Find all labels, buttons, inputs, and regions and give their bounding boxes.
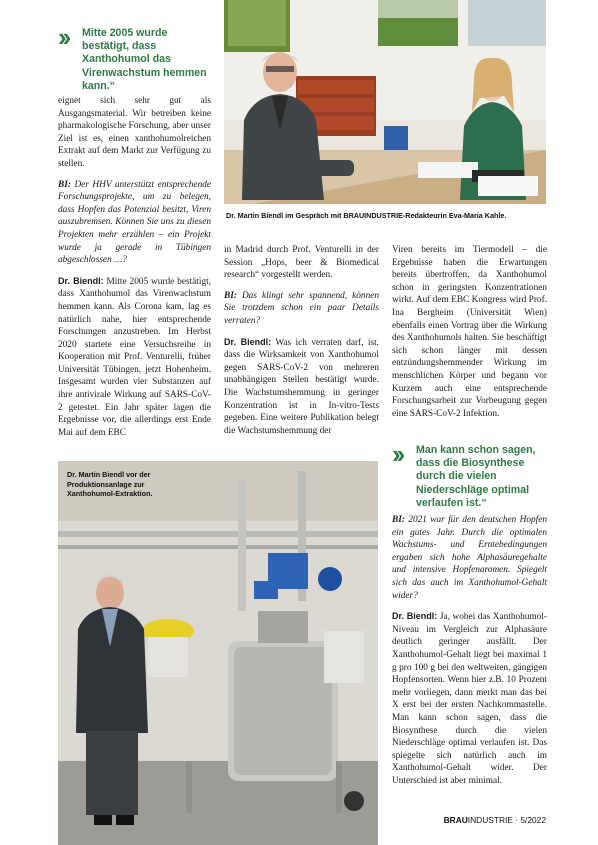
- answer-text: Ja, wobei das Xanthohumol-Niveau im Vergleich zur Alphasäure deutlich geringer ausfällt. Der Xanthohumol-Gehalt liegt bei maximal 1 g pro 100 g bei den weltweiten, gängigen Hopfensorten. Wenn hier z.B. 10 Prozent mehr vorliegen, dann merkt man das bei X erst bei der ersten Nachkommastelle. Man kann schon sagen, dass die Biosynthese durch die vielen Niederschläge optimal verlaufen ist. Das spiegelte sich natürlich auch im Xanthohumol-Gehalt wider. Der Unterschied ist aber minimal.: [392, 612, 547, 786]
- column-1-paragraph: eignet sich sehr gut als Ausgangsmaterial. Wir betreiben keine pharmakologische Forschung, aber unser Ziel ist es, einen xanthohumolreichen Extrakt auf dem Markt zur Verfügung zu stellen.: [58, 96, 211, 169]
- column-1: [58, 95, 211, 447]
- photo-production-plant-image: [58, 461, 378, 845]
- column-4-answer: [392, 610, 547, 787]
- pull-quote-1-text: Mitte 2005 wurde bestätigt, dass Xanthohumol das Virenwachstum hemmen kann.“: [82, 27, 207, 92]
- column-1-answer: [58, 275, 211, 440]
- speaker-label: Dr. Biendl:: [58, 275, 104, 286]
- pull-quote-1: [58, 22, 208, 93]
- pull-quote-2: [392, 439, 552, 510]
- column-2: [224, 244, 379, 445]
- caption-photo-interview: Dr. Martin Biendl im Gespräch mit BRAUINDUSTRIE-Redakteurin Eva-Maria Kahle.: [226, 211, 507, 220]
- footer-brand-rest: INDUSTRIE: [467, 815, 513, 825]
- photo-interview-image: [224, 0, 546, 204]
- pull-quote-2-text: Man kann schon sagen, dass die Biosynthese durch die vielen Niederschläge optimal verlaufen ist.“: [416, 444, 536, 509]
- footer-issue: · 5/2022: [512, 815, 546, 825]
- question-label: BI:: [224, 290, 237, 301]
- question-label: BI:: [392, 515, 405, 525]
- footer-brand-bold: BRAU: [443, 815, 468, 825]
- answer-text: Mitte 2005 wurde bestätigt, dass Xanthohumol das Virenwachstum hemmen kann. Als Corona kam, lag es natürlich nahe, hier entsprechende Forschungen anzustreben. Im Herbst 2020 startete eine Versuchsreihe in Kooperation mit Prof. Venturelli, früher Universität Tübingen, jetzt Hohenheim. Insgesamt wurden vier Substanzen auf ihre antivirale Wirkung auf SARS-CoV-2 getestet. Ein Jahr später lagen die Ergebnisse vor, die allerdings erst Ende Mai auf dem EBC: [58, 276, 211, 438]
- column-3-paragraph: Viren bereits im Tiermodell – die Ergebnisse haben die Erwartungen bereits übertroffen, da Xanthohumol schon in geringsten Konzentrationen wirkt. Auf dem EBC Kongress wird Prof. Ina Bergheim (Universität Wien) ebenfalls einen Vortrag über die Wirkung des Xanthohumols halten. Sie beschäftigt sich schon länger mit dessen entzündungshemmender Wirkung im menschlichen Körper und begann vor Kurzem auch eine entsprechende Forschungsarbeit zur Vorbeugung gegen eine SARS-CoV-2 Infektion.: [392, 245, 547, 419]
- column-2-paragraph: in Madrid durch Prof. Venturelli in der Session „Hops, beer & Biomedical research“ vorgestellt werden.: [224, 245, 379, 281]
- column-1-question: [58, 179, 211, 267]
- column-2-question: [224, 290, 379, 328]
- photo-interview: [224, 0, 546, 204]
- question-text: Der HHV unterstützt entsprechende Forschungsprojekte, um zu belegen, dass Hopfen das Potenzial besitzt, Viren auszubremsen. Können Sie uns zu diesen Projekten mehr erzählen – ein Projekt wurde ja gerade in Tübingen abgeschlossen …?: [58, 179, 211, 266]
- speaker-label: Dr. Biendl:: [224, 336, 272, 347]
- question-label: BI:: [58, 179, 71, 190]
- column-4-question: [392, 514, 547, 602]
- question-text: Das klingt sehr spannend, können Sie trotzdem schon ein paar Details verraten?: [224, 290, 379, 326]
- question-text: 2021 war für den deutschen Hopfen ein gutes Jahr. Durch die optimalen Wachstums- und Erntebedingungen ergaben sich hohe Alphasäuregehalte und intensive Hopfenaromen. Spiegelt sich das auch im Xanthohumol-Gehalt wider?: [392, 515, 548, 601]
- caption-photo-plant: Dr. Martin Biendl vor der Produktionsanlage zur Xanthohumol-Extraktion.: [67, 470, 153, 498]
- column-4: [392, 514, 547, 795]
- quote-chevron-icon: ››: [58, 22, 68, 52]
- answer-text: Was ich verraten darf, ist, dass die Wirksamkeit von Xanthohumol gegen SARS-CoV-2 von mehreren unabhängigen Stellen bestätigt wurde. Die Wachstumshemmung in geringer Konzentration ist in In-vitro-Tests gegeben. Eine weitere Publikation belegt die Wachstumshemmung der: [224, 337, 380, 436]
- column-3: [392, 244, 547, 428]
- speaker-label: Dr. Biendl:: [392, 611, 438, 622]
- column-2-answer: [224, 336, 379, 438]
- page-footer: [444, 815, 546, 825]
- quote-chevron-icon: ››: [392, 439, 402, 469]
- photo-production-plant: [58, 461, 378, 845]
